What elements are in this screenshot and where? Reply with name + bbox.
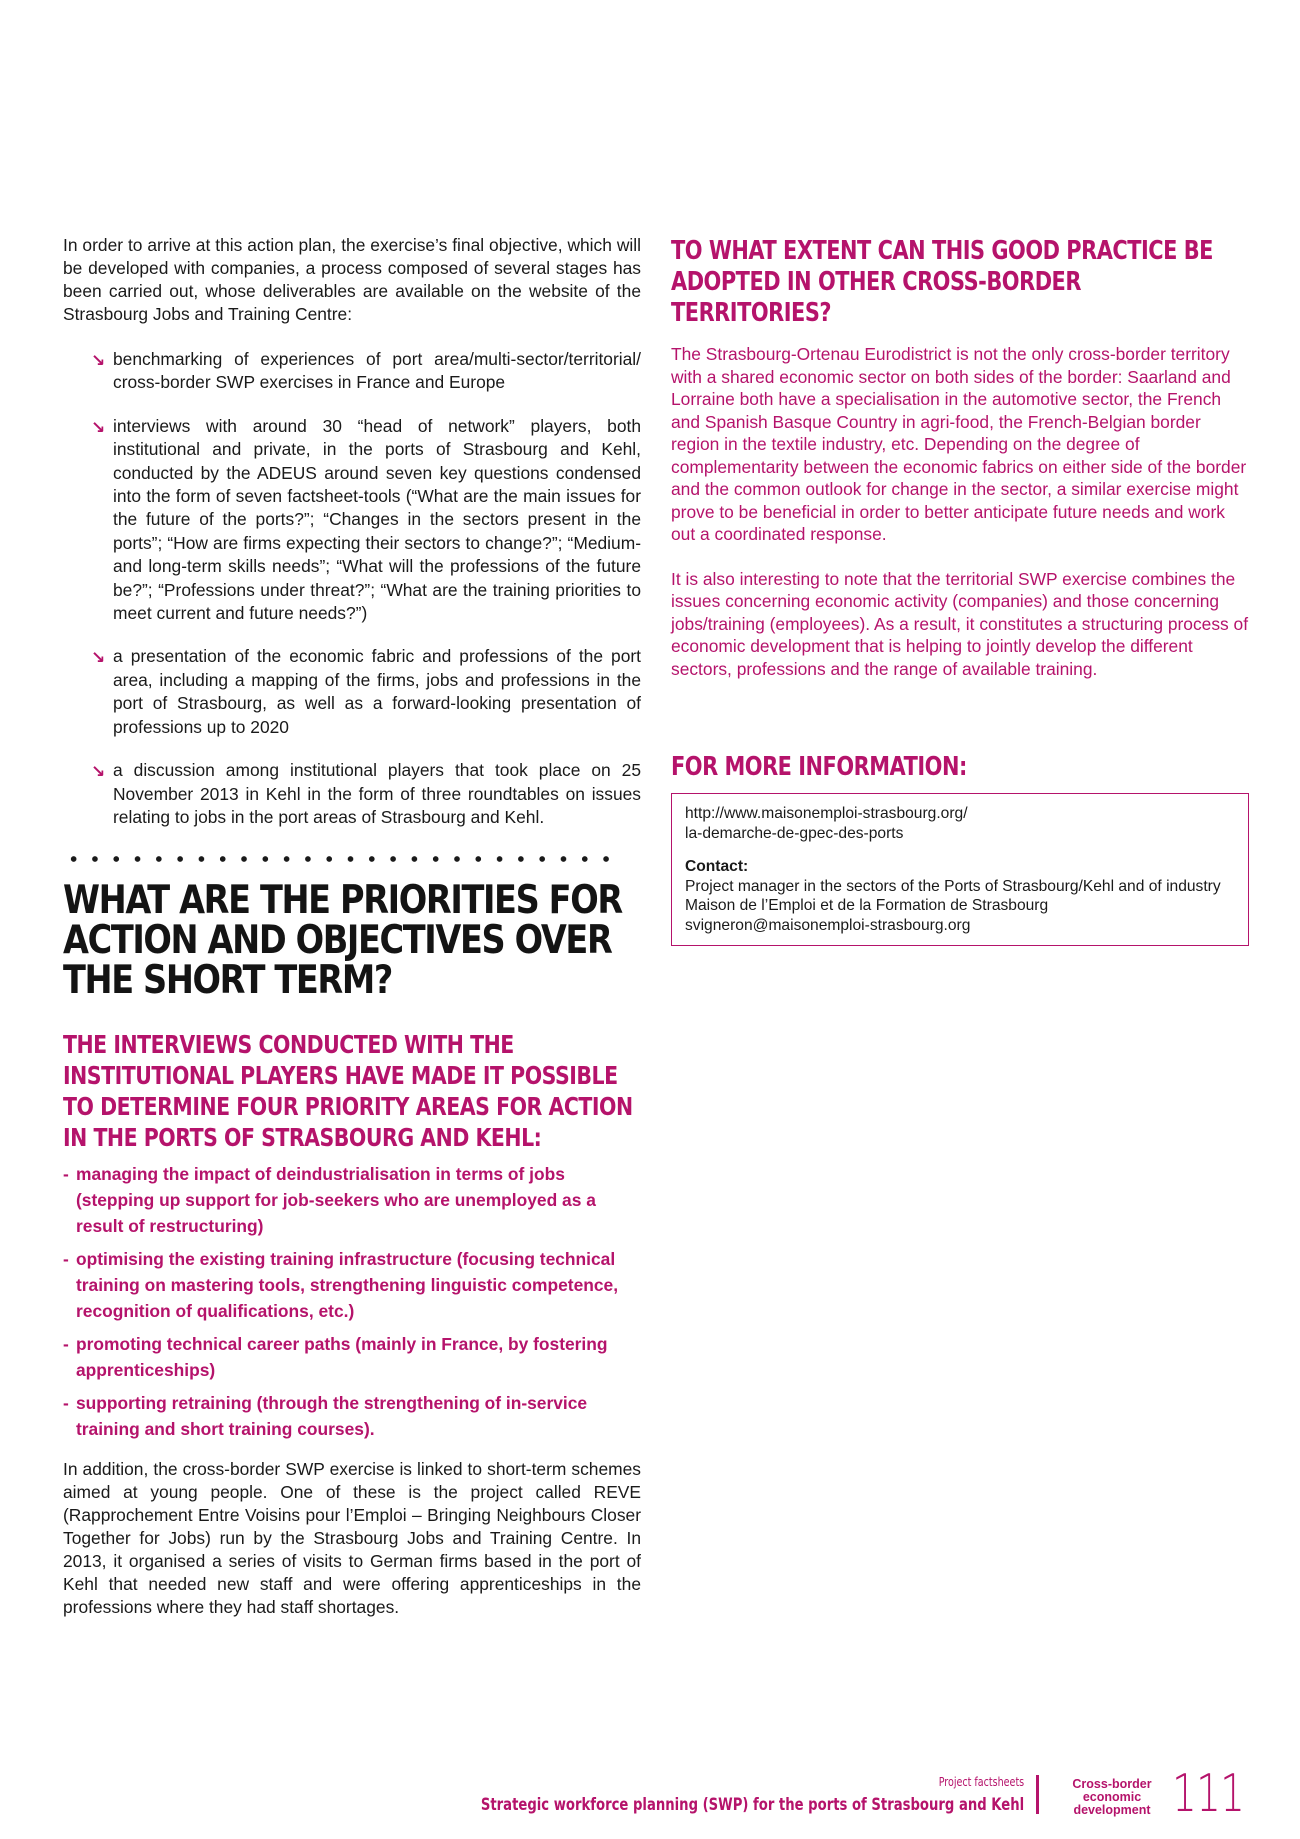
contact-role: Project manager in the sectors of the Ports of Strasbourg/Kehl and of industry	[685, 877, 1221, 895]
contact-box	[671, 793, 1249, 946]
footer-series: Project factsheets	[938, 1774, 1024, 1789]
arrow-down-right-icon: ↘	[91, 351, 106, 370]
list-item: ↘ interviews with around 30 “head of network” players, both institutional and private, in the ports of Strasbourg and Kehl, conducted by the ADEUS around seven key questions condensed into the form of seven factsheet-tools (“What are the main issues for the future of the ports?”; “Changes in the sectors present in the ports”; “How are firms expecting their sectors to change?”; “Medium- and long-term skills needs”; “What will the professions of the future be?”; “Professions under threat?”; “What are the training priorities to meet current and future needs?”)	[91, 415, 641, 624]
extent-paragraph-2: It is also interesting to note that the territorial SWP exercise combines the issues concerning economic activity (companies) and those concerning jobs/training (employees). As a result, it constitutes a structuring process of economic development that is helping to jointly develop the different sectors, professions and the range of available training.	[671, 568, 1249, 679]
priority-areas-list	[63, 1161, 641, 1442]
left-column	[63, 234, 641, 1619]
extent-paragraph-1: The Strasbourg-Ortenau Eurodistrict is not the only cross-border territory with a shared economic sector on both sides of the border: Saarland and Lorraine both have a specialisation in the automotive sector, the French and Spanish Basque Country in agri-food, the French-Belgian border region in the textile industry, etc. Depending on the degree of complementarity between the economic fabrics on either side of the border and the common outlook for change in the sector, a similar exercise might prove to be beneficial in order to better anticipate future needs and work out a coordinated response.	[671, 344, 1247, 544]
intro-paragraph: In order to arrive at this action plan, the exercise’s final objective, which will be developed with companies, a process composed of several stages has been carried out, whose deliverables are available on the website of the Strasbourg Jobs and Training Centre:	[63, 235, 641, 324]
arrow-down-right-icon: ↘	[91, 648, 106, 668]
website-link-continued[interactable]: la-demarche-de-gpec-des-ports	[685, 824, 904, 842]
addition-paragraph: In addition, the cross-border SWP exercise is linked to short-term schemes aimed at young people. One of these is the project called REVE (Rapprochement Entre Voisins pour l’Emploi – Bringing Neighbours Closer Together for Jobs) run by the Strasbourg Jobs and Training Centre. In 2013, it organised a series of visits to German firms based in the port of Kehl that needed new staff and were offering apprenticeships in the professions where they had staff shortages.	[63, 1459, 641, 1618]
list-item: - optimising the existing training infrastructure (focusing technical training on mastering tools, strengthening linguistic competence, recognition of qualifications, etc.)	[63, 1249, 619, 1322]
right-column	[671, 236, 1249, 946]
interviews-subheading: THE INTERVIEWS CONDUCTED WITH THE INSTITUTIONAL PLAYERS HAVE MADE IT POSSIBLE TO DETERMINE FOUR PRIORITY AREAS FOR ACTION IN THE PORTS OF STRASBOURG AND KEHL:	[63, 1030, 633, 1153]
list-item: ↘ benchmarking of experiences of port area/multi-sector/territorial/ cross-border SWP exercises in France and Europe	[91, 349, 641, 393]
list-item: - promoting technical career paths (mainly in France, by fostering apprenticeships)	[63, 1334, 608, 1381]
more-info-heading: FOR MORE INFORMATION:	[671, 752, 967, 782]
website-link[interactable]: http://www.maisonemploi-strasbourg.org/	[685, 805, 968, 822]
list-item: - supporting retraining (through the strengthening of in-service training and short training courses).	[63, 1393, 588, 1440]
footer-section-label: Cross-border economic development	[1072, 1777, 1152, 1817]
list-item: - managing the impact of deindustrialisation in terms of jobs (stepping up support for job-seekers who are unemployed as a result of restructuring)	[63, 1164, 596, 1237]
contact-label: Contact:	[685, 858, 749, 875]
list-item: ↘ a presentation of the economic fabric and professions of the port area, including a mapping of the firms, jobs and professions in the port of Strasbourg, as well as a forward-looking presentation of professions up to 2020	[91, 646, 641, 737]
footer-title: Strategic workforce planning (SWP) for the ports of Strasbourg and Kehl	[480, 1795, 1024, 1814]
deliverables-list	[63, 348, 641, 829]
page-footer	[0, 1764, 1300, 1832]
priorities-heading: WHAT ARE THE PRIORITIES FOR ACTION AND OBJECTIVES OVER THE SHORT TERM?	[63, 878, 622, 1004]
page-number: 111	[1172, 1764, 1245, 1824]
footer-titles	[345, 1772, 1024, 1814]
contact-email[interactable]: svigneron@maisonemploi-strasbourg.org	[685, 916, 971, 934]
list-item: ↘ a discussion among institutional players that took place on 25 November 2013 in Kehl in the form of three roundtables on issues relating to jobs in the port areas of Strasbourg and Kehl.	[91, 760, 641, 827]
extent-heading: TO WHAT EXTENT CAN THIS GOOD PRACTICE BE ADOPTED IN OTHER CROSS-BORDER TERRITORIES?	[671, 236, 1213, 328]
arrow-down-right-icon: ↘	[91, 417, 106, 437]
footer-divider	[1036, 1775, 1039, 1814]
dotted-divider	[63, 849, 623, 869]
contact-organisation: Maison de l’Emploi et de la Formation de Strasbourg	[685, 897, 1049, 914]
arrow-down-right-icon: ↘	[91, 762, 106, 782]
